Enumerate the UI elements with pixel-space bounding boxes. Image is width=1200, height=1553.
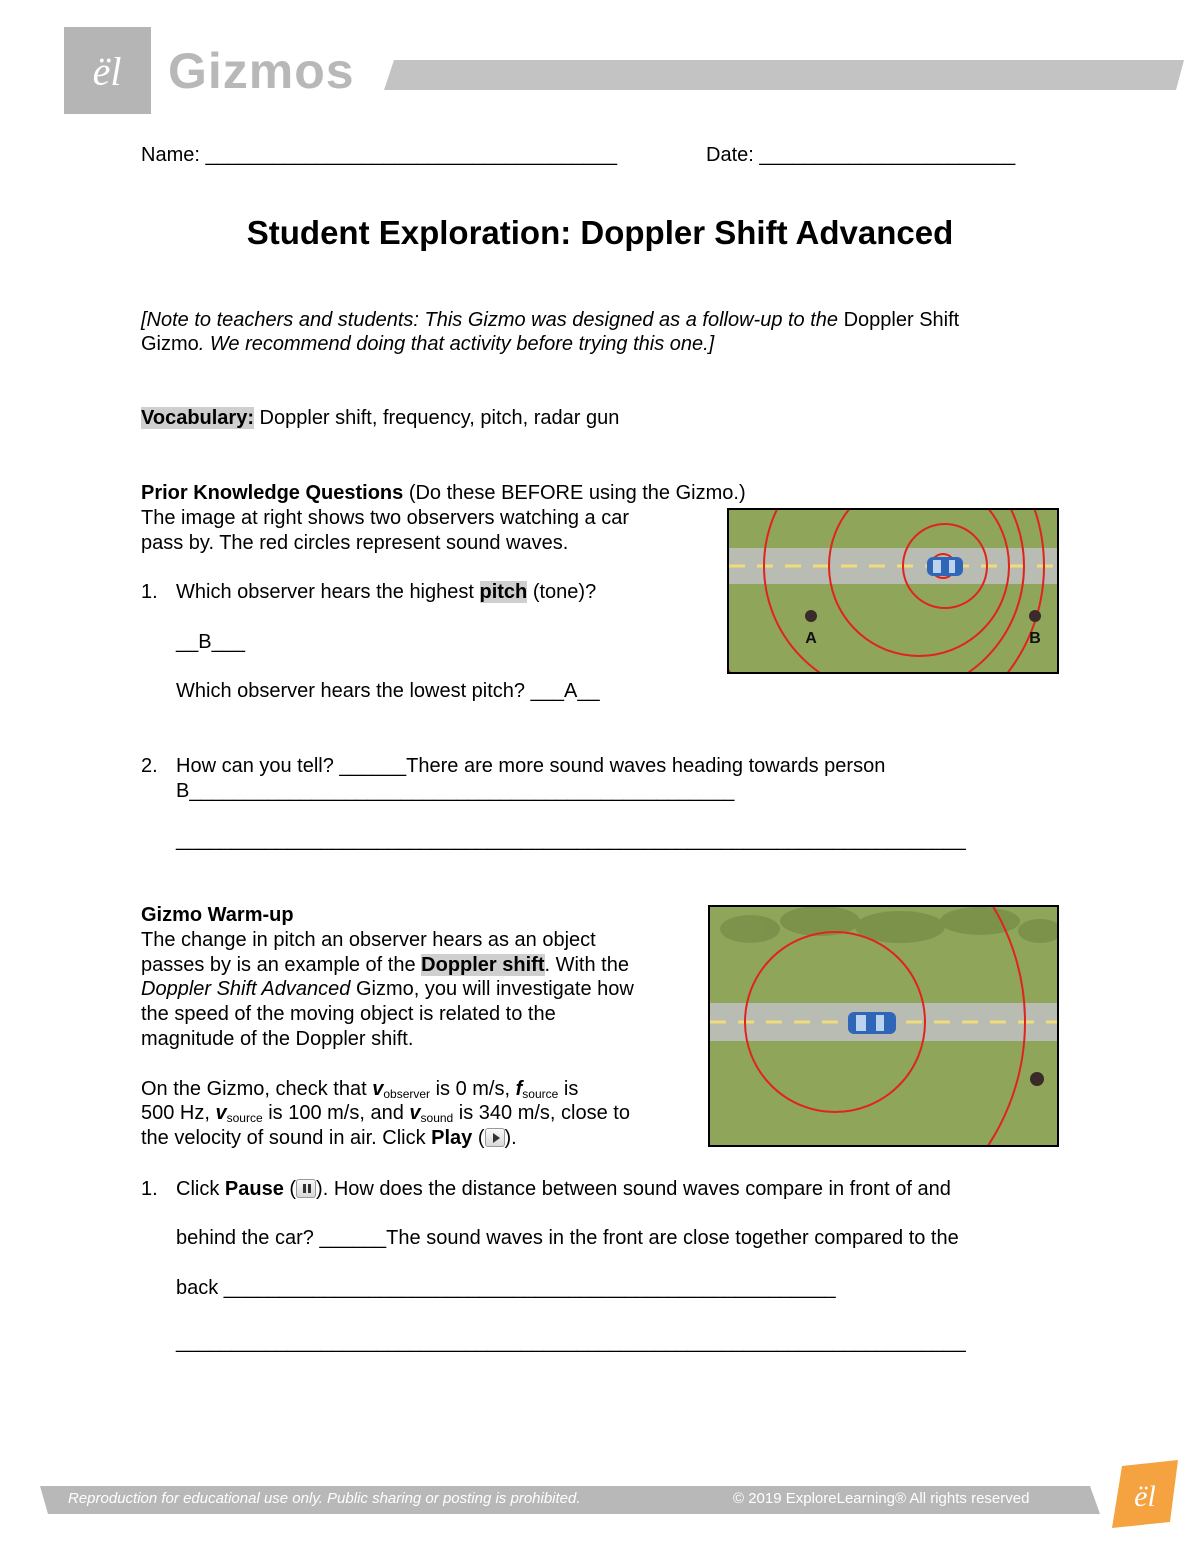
warmup-p2-l2: 500 Hz, $v_{source}$ is 100 m/s, and $v_{sound}$ is 340 m/s, close to [141,1102,630,1125]
footer-disclaimer: Reproduction for educational use only. Public sharing or posting is prohibited. [68,1490,581,1507]
prior-q1b-text[interactable]: Which observer hears the lowest pitch? ___A__ [176,680,600,702]
vocabulary-label: Vocabulary: [141,407,254,429]
brand-title: Gizmos [168,43,355,99]
warmup-q1-line-2[interactable]: behind the car? ______The sound waves in the front are close together compared to the [176,1227,959,1249]
warmup-q1-line-1: Click Pause ( ). How does the distance between sound waves compare in front of and [176,1178,951,1200]
warmup-p2-l3: the velocity of sound in air. Click Play ( ). [141,1127,517,1149]
play-icon[interactable] [485,1128,505,1147]
name-label: Name: [141,144,200,166]
svg-text:ël: ël [1134,1480,1156,1513]
name-field[interactable] [141,143,617,168]
prior-q1-text: Which observer hears the highest pitch (tone)? [176,581,597,603]
doppler-figure-observers [727,508,1059,674]
prior-q2-number: 2. [141,755,158,777]
page-title: Student Exploration: Doppler Shift Advanced [246,214,954,251]
date-blank[interactable]: _______________________ [759,144,1016,166]
vocabulary [141,406,619,431]
prior-q2-line-3[interactable]: _______________________________________________________________________ [176,829,966,851]
prior-q2-line-2[interactable]: B_________________________________________________ [176,780,735,802]
prior-q1-answer[interactable]: __B___ [176,631,245,653]
warmup-p1-l5: magnitude of the Doppler shift. [141,1028,414,1050]
observer-icon [1030,1072,1044,1086]
name-blank[interactable]: _____________________________________ [205,144,618,166]
note-line-1: [Note to teachers and students: This Gizmo was designed as a follow-up to the Doppler Shift [141,309,960,331]
warmup-p1-l4: the speed of the moving object is related to the [141,1003,556,1025]
prior-heading: Prior Knowledge Questions (Do these BEFORE using the Gizmo.) [141,482,746,504]
warmup-q1-line-4[interactable]: _______________________________________________________________________ [176,1331,966,1353]
warmup-p1-l1: The change in pitch an observer hears as an object [141,929,596,951]
warmup-q1-line-3[interactable]: back _______________________________________________________ [176,1277,836,1299]
logo-icon [64,27,151,114]
prior-intro-1: The image at right shows two observers watching a car [141,507,629,529]
svg-text:ël: ël [92,49,122,94]
observer-b-label: B [1029,630,1041,647]
prior-q2-line-1[interactable]: How can you tell? ______There are more sound waves heading towards person [176,755,886,777]
doppler-figure-warmup [708,905,1059,1147]
warmup-q1-number: 1. [141,1178,158,1200]
footer-logo-icon [1108,1458,1180,1530]
note-line-2: Gizmo. We recommend doing that activity before trying this one.] [141,333,715,355]
observer-a-label: A [805,630,817,647]
car-icon [927,557,963,576]
vocabulary-terms: Doppler shift, frequency, pitch, radar gun [254,407,620,429]
warmup-p1-l3: Doppler Shift Advanced Gizmo, you will investigate how [141,978,634,1000]
pause-icon[interactable] [296,1179,316,1198]
prior-q1-number: 1. [141,581,158,603]
warmup-p2-l1: On the Gizmo, check that $v_{observer}$ is 0 m/s, $f_{source}$ is [141,1078,579,1101]
warmup-heading: Gizmo Warm-up [141,904,294,926]
header-bar [384,60,1184,90]
prior-intro-2: pass by. The red circles represent sound waves. [141,532,569,554]
footer-copyright: © 2019 ExploreLearning® All rights reserved [733,1490,1030,1507]
car-icon [848,1012,896,1034]
warmup-p1-l2: passes by is an example of the Doppler shift. With the [141,954,629,976]
date-field[interactable] [706,143,1015,168]
date-label: Date: [706,144,754,166]
